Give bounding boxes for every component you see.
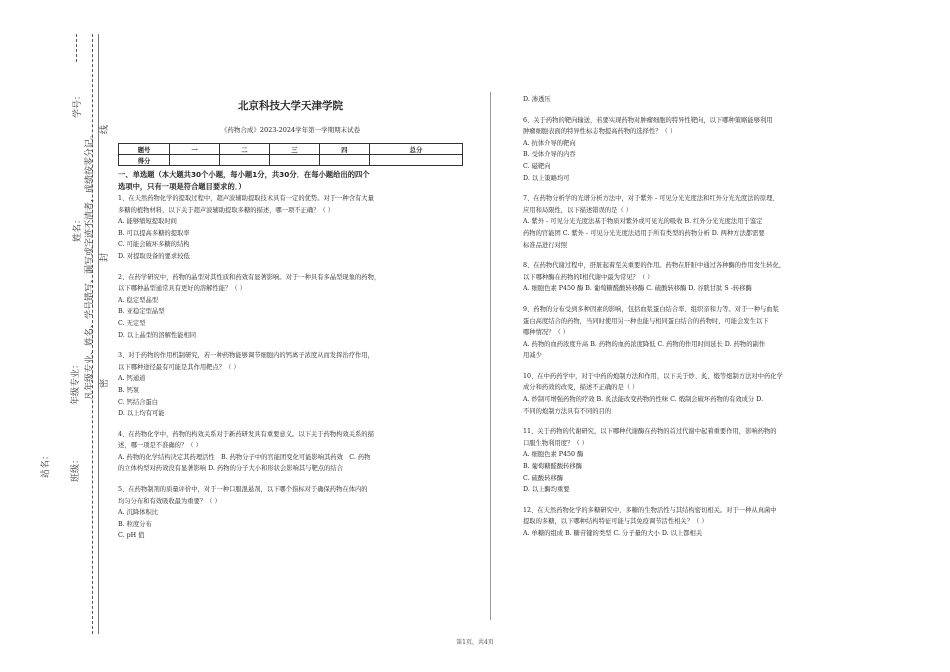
score-header-cell: 二 — [219, 144, 269, 155]
binding-notice: 凡年级专业、姓名、学号错写、漏写或字迹不清者，成绩按零分记。 — [85, 129, 95, 400]
option-line: A. 细胞色素 P450 酶 — [523, 451, 584, 459]
score-table-row — [119, 155, 463, 166]
question-stem: 以下哪种晶型通常具有更好的溶解性能？（ ） — [118, 285, 246, 293]
question-gap — [523, 106, 868, 115]
question-gap — [118, 475, 463, 484]
question-stem: 肿瘤细胞表面的特异性标志物提高药物的选择性？（ ） — [523, 128, 677, 136]
score-cell[interactable] — [170, 155, 220, 166]
option-line: C. 可能会破坏多糖的结构 — [118, 241, 190, 249]
option-line: A. 炒制可增强药物的疗效 B. 炙法能改变药物的性味 C. 煅制会破坏药物的有效成分 D. — [523, 396, 764, 404]
option-line: 药物的官能团 C. 紫外 - 可见分光光度法适用于所有类型的药物分析 D. 两种方法都需要 — [523, 229, 765, 237]
section-heading: 选项中，只有一项是符合题目要求的．） — [118, 182, 246, 191]
score-header-cell: 题号 — [119, 144, 170, 155]
question-gap — [523, 251, 868, 260]
question-gap — [523, 362, 868, 371]
question-stem: 7、在药物分析学的光谱分析方法中，对于紫外 - 可见分光光度法和红外分光光度法的原理、 — [523, 195, 779, 203]
column-divider — [490, 92, 491, 620]
question-block — [523, 115, 868, 185]
score-cell[interactable] — [269, 155, 319, 166]
option-line: B. 粒度分布 — [118, 520, 152, 528]
option-line: 不同的炮制方法具有不同的目的 — [523, 407, 612, 415]
option-line: A. 紫外 - 可见分光光度法基于物质对紫外或可见光的吸收 B. 红外分光光度法用于鉴定 — [523, 218, 763, 226]
question-block — [523, 371, 868, 417]
question-block — [523, 505, 868, 540]
question-stem: 11、关于药物的代谢研究，以下哪种代谢酶在药物的首过代谢中起着重要作用，影响药物的 — [523, 428, 777, 436]
score-table — [118, 143, 463, 166]
option-line: C. 磁靶向 — [523, 162, 551, 170]
section-heading: 一、单选题（本大题共30个小题，每小题1分，共30分．在每小题给出的四个 — [118, 170, 370, 179]
student-id-blank — [76, 34, 77, 62]
question-stem: 8、在药物代谢过程中，肝脏起着至关重要的作用。药物在肝脏中通过各种酶的作用发生转化， — [523, 262, 786, 270]
question-stem: 述，哪一项是不准确的？（ ） — [118, 442, 202, 450]
option-line: B. 亚稳定型晶型 — [118, 308, 165, 316]
option-line: 标准品进行对照 — [523, 241, 568, 249]
question-stem: 口服生物利用度？（ ） — [523, 439, 588, 447]
score-cell[interactable] — [219, 155, 269, 166]
question-stem: 以下哪种酶在药物的Ⅰ相代谢中最为常见？（ ） — [523, 273, 654, 281]
student-id-label: 学号： — [73, 90, 83, 118]
option-line: C. 钙结合蛋白 — [118, 398, 159, 406]
score-header-cell: 三 — [269, 144, 319, 155]
option-line: B. 受体介导的内吞 — [523, 151, 576, 159]
left-column — [118, 169, 463, 542]
score-header-cell: 一 — [170, 144, 220, 155]
question-block — [118, 272, 463, 342]
score-table-header — [119, 144, 463, 155]
question-gap — [118, 341, 463, 350]
question-stem: 10、在中药药学中，对于中药的炮制方法和作用，以下关于炒、炙、煅等炮制方法对中药化学 — [523, 372, 783, 380]
question-stem: 蛋白高度结合的药物，当同时使用另一种也能与相同蛋白结合的药物时，可能会发生以下 — [523, 317, 769, 325]
question-stem: 哪种情况？（ ） — [523, 329, 570, 337]
seal-xian: 线 — [100, 124, 110, 134]
question-block — [118, 350, 463, 420]
question-stem: 4、在药物化学中，药物的构效关系对于新药研发具有重要意义。以下关于药物构效关系的描 — [118, 430, 374, 438]
option-line: A. 抗体介导的靶向 — [523, 139, 576, 147]
option-line: C. 硫酸转移酶 — [523, 474, 564, 482]
option-line: C. pH 值 — [118, 532, 145, 540]
question-gap — [523, 496, 868, 505]
binding-margin — [0, 0, 110, 672]
option-line: A. 药物的化学结构决定其药理活性 B. 药物分子中的官能团变化可能影响其药效 C. 药物 — [118, 453, 371, 461]
option-line: B. 葡萄糖醛酸转移酶 — [523, 463, 583, 471]
question-stem: 3、对于药物的作用机制研究，若一种药物能够调节细胞内的钙离子浓度从而发挥治疗作用， — [118, 352, 374, 360]
question-stem: 成分和药效的改变，描述不正确的是（ ） — [523, 384, 639, 392]
station-label: 站名： — [41, 450, 51, 478]
question-stem: 6、关于药物的靶向输送，若要实现药物对肿瘤细胞的特异性靶向，以下哪种策略能够利用 — [523, 116, 773, 124]
option-line: A. 细胞色素 P450 酶 B. 葡萄糖醛酸转移酶 C. 硫酸转移酶 D. 谷胱甘肽 S -转移酶 — [523, 285, 752, 293]
option-line: A. 稳定型晶型 — [118, 296, 159, 304]
seal-mi: 密 — [100, 378, 110, 388]
score-cell[interactable] — [369, 155, 462, 166]
question-gap — [523, 184, 868, 193]
score-header-cell: 四 — [319, 144, 369, 155]
option-line: 用减少 — [523, 352, 542, 360]
option-line: D. 以上晶型的溶解性能相同 — [118, 331, 197, 339]
score-header-cell: 总分 — [369, 144, 462, 155]
question-block — [118, 484, 463, 542]
page-number: 第1页，共4页 — [456, 639, 494, 646]
option-line: D. 以上策略均可 — [523, 174, 570, 182]
major-label: 年级专业： — [71, 359, 81, 405]
option-line: C. 无定型 — [118, 319, 146, 327]
question-gap — [523, 295, 868, 304]
option-line: D. 对提取设备的要求较低 — [118, 252, 190, 260]
option-line: D. 渗透压 — [523, 96, 551, 103]
name-label: 姓名： — [73, 214, 83, 242]
option-line: A. 沉降体积比 — [118, 509, 159, 517]
question-stem: 以下哪种途径最有可能是其作用靶点？（ ） — [118, 363, 240, 371]
question-stem: 应用和局限性，以下描述错误的是（ ） — [523, 206, 633, 214]
score-row-label: 得分 — [119, 155, 170, 166]
right-column — [523, 94, 868, 540]
option-line: A. 钙通道 — [118, 375, 146, 383]
university-title: 北京科技大学天津学院 — [238, 100, 343, 112]
question-block — [523, 304, 868, 362]
question-gap — [118, 420, 463, 429]
question-block — [523, 426, 868, 496]
option-line: B. 可以提高多糖的提取率 — [118, 229, 190, 237]
option-line: A. 单糖的组成 B. 糖苷键的类型 C. 分子量的大小 D. 以上都相关 — [523, 530, 703, 537]
question-stem: 12、在天然药物化学的多糖研究中，多糖的生物活性与其结构密切相关。对于一种从真菌中 — [523, 506, 777, 514]
question-stem: 2、在药学研究中，药物的晶型对其性质和药效有显著影响。对于一种具有多晶型现象的药物， — [118, 273, 381, 281]
seal-feng: 封 — [100, 252, 110, 262]
question-block — [118, 193, 463, 263]
question-stem: 1、在天然药物化学的提取过程中，超声波辅助提取技术具有一定的优势。对于一种含有大量 — [118, 195, 374, 202]
question-block — [523, 260, 868, 295]
question-stem: 多糖的植物材料，以下关于超声波辅助提取多糖的描述，哪一项不正确？（ ） — [118, 206, 335, 214]
question-stem: 9、药物的分布受到多种因素的影响，包括血浆蛋白结合率、组织亲和力等。对于一种与血浆 — [523, 305, 779, 313]
score-cell[interactable] — [319, 155, 369, 166]
question-block — [523, 193, 868, 251]
option-line: A. 药物的血药浓度升高 B. 药物的血药浓度降低 C. 药物的作用时间延长 D. 药物的副作 — [523, 340, 766, 348]
question-stem: 5、在药物制剂的质量评价中，对于一种口服混悬剂，以下哪个指标对于确保药物在体内的 — [118, 486, 368, 494]
option-line: B. 钙泵 — [118, 386, 140, 394]
question-stem: 提取的多糖，以下哪种结构特征可能与其免疫调节活性相关？（ ） — [523, 518, 708, 526]
class-label: 班级： — [71, 454, 81, 482]
question-gap — [523, 417, 868, 426]
option-line: D. 以上酶均重要 — [523, 486, 570, 494]
question-gap — [118, 263, 463, 272]
option-line: 的立体构型对药效没有显著影响 D. 药物的分子大小和形状会影响其与靶点的结合 — [118, 465, 343, 473]
question-stem: 均匀分布和有效吸收最为重要？（ ） — [118, 497, 221, 505]
question-block — [118, 429, 463, 475]
exam-title: 《药物合成》2023-2024学年第一学期期末试卷 — [220, 126, 361, 134]
option-line: A. 能够缩短提取时间 — [118, 218, 177, 226]
option-line: D. 以上均有可能 — [118, 410, 165, 418]
